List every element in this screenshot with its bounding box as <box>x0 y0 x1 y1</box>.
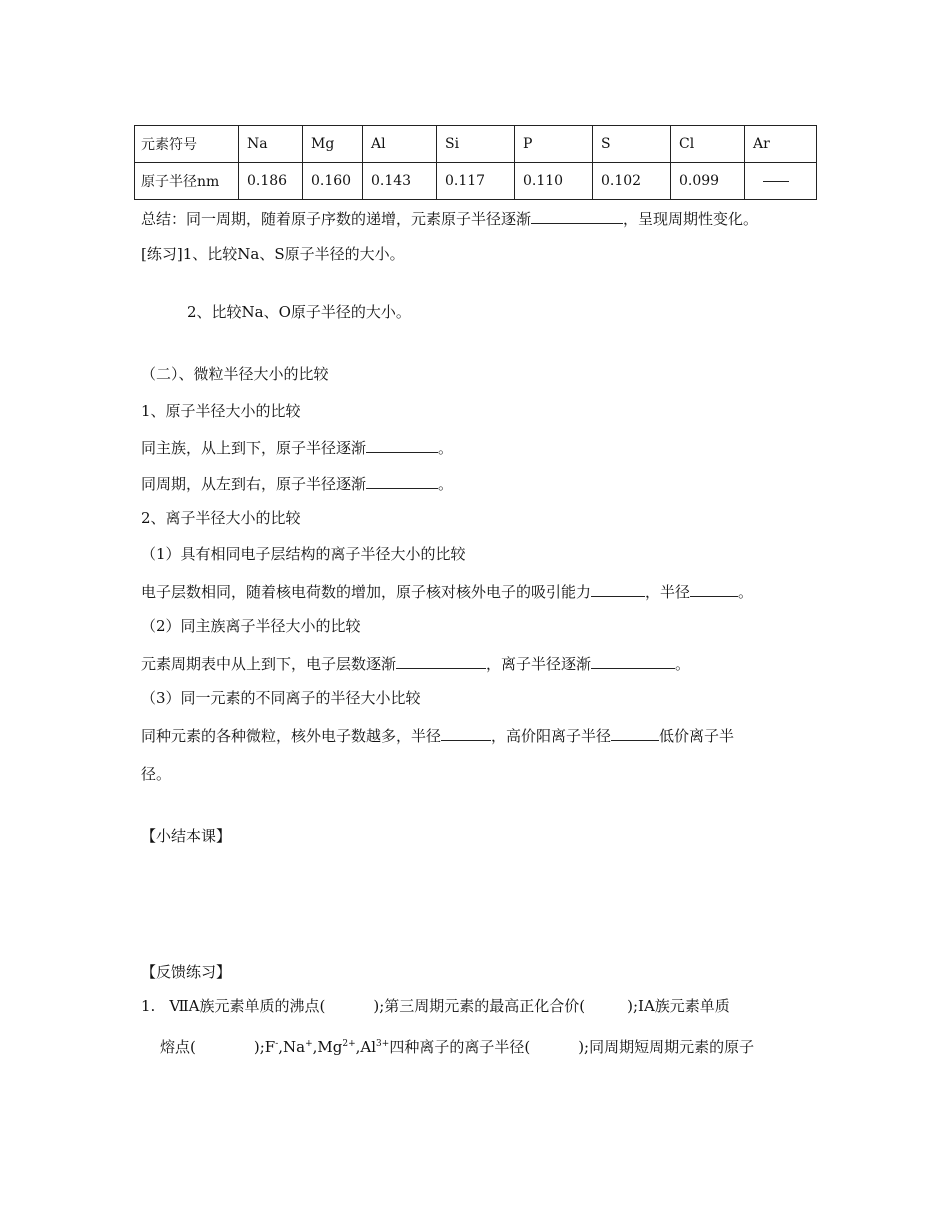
table-cell: P <box>515 126 593 163</box>
line-text: ，离子半径逐渐 <box>486 655 592 673</box>
fill-blank[interactable] <box>611 724 659 741</box>
table-cell: 0.099 <box>671 163 745 200</box>
dash-mark <box>763 181 789 182</box>
fill-blank[interactable] <box>690 580 738 597</box>
line-text: 电子层数相同，随着核电荷数的增加，原子核对核外电子的吸引能力 <box>141 583 592 601</box>
table-cell: Cl <box>671 126 745 163</box>
section-title: （二）、微粒半径大小的比较 <box>141 365 329 383</box>
question-text: ,Al <box>355 1038 377 1056</box>
atomic-radius-table <box>134 125 817 200</box>
line-text: 元素周期表中从上到下，电子层数逐渐 <box>141 655 397 673</box>
item3-text-line2: 径。 <box>141 765 172 783</box>
line-text: ，半径 <box>645 583 691 601</box>
charge-superscript: 3+ <box>376 1039 390 1049</box>
fill-blank[interactable] <box>591 652 675 669</box>
question-text: ⅦA族元素单质的沸点( <box>169 997 326 1015</box>
table-header-row <box>135 126 817 163</box>
subsection-title: 1、原子半径大小的比较 <box>141 402 301 420</box>
table-cell: Al <box>363 126 437 163</box>
table-cell: Na <box>239 126 303 163</box>
summary-line <box>141 207 758 229</box>
table-cell: 原子半径nm <box>135 163 239 200</box>
charge-superscript: 2+ <box>342 1039 356 1049</box>
summary-text: 总结：同一周期，随着原子序数的递增，元素原子半径逐渐 <box>141 210 532 228</box>
practice-1: [练习]1、比较Na、S原子半径的大小。 <box>141 245 405 263</box>
table-cell: 0.117 <box>437 163 515 200</box>
line-text: 低价离子半 <box>659 727 735 745</box>
table-cell: 0.102 <box>593 163 671 200</box>
charge-superscript: + <box>305 1039 313 1049</box>
item-title: （3）同一元素的不同离子的半径大小比较 <box>141 689 421 707</box>
line-text: 同周期，从左到右，原子半径逐渐 <box>141 475 367 493</box>
question-1-line2 <box>160 1037 754 1057</box>
item1-text-line <box>141 580 753 602</box>
fill-blank[interactable] <box>396 652 486 669</box>
question-text: );IA族元素单质 <box>627 997 730 1015</box>
fill-blank[interactable] <box>531 207 623 224</box>
item-title: （1）具有相同电子层结构的离子半径大小的比较 <box>141 545 466 563</box>
line-text: 同种元素的各种微粒，核外电子数越多，半径 <box>141 727 442 745</box>
subsection-title: 2、离子半径大小的比较 <box>141 509 301 527</box>
question-text: );F <box>253 1038 276 1056</box>
table-row <box>135 163 817 200</box>
line-text-end: 。 <box>738 583 754 601</box>
fill-blank[interactable] <box>366 436 438 453</box>
table-cell: 0.160 <box>303 163 363 200</box>
lesson-summary-heading: 【小结本课】 <box>141 827 232 845</box>
practice-2: 2、比较Na、O原子半径的大小。 <box>187 303 411 321</box>
fill-blank[interactable] <box>441 724 491 741</box>
table-cell: 元素符号 <box>135 126 239 163</box>
item2-text-line <box>141 652 690 674</box>
fill-blank[interactable] <box>591 580 645 597</box>
question-number: 1. <box>141 997 156 1015</box>
table-cell: 0.110 <box>515 163 593 200</box>
question-text: ,Mg <box>312 1038 343 1056</box>
line-text-end: 。 <box>438 439 454 457</box>
table-cell: S <box>593 126 671 163</box>
line-text-end: 。 <box>438 475 454 493</box>
item-title: （2）同主族离子半径大小的比较 <box>141 617 361 635</box>
table-cell: Si <box>437 126 515 163</box>
table-cell: 0.186 <box>239 163 303 200</box>
same-group-line <box>141 436 453 458</box>
question-text: 熔点( <box>160 1038 196 1056</box>
question-1-line1 <box>141 996 730 1016</box>
question-text: ,Na <box>278 1038 306 1056</box>
question-text: );同周期短周期元素的原子 <box>578 1038 755 1056</box>
charge-superscript: - <box>275 1039 279 1049</box>
table-cell: Ar <box>745 126 817 163</box>
item3-text-line <box>141 724 734 746</box>
fill-blank[interactable] <box>366 472 438 489</box>
line-text: 同主族，从上到下，原子半径逐渐 <box>141 439 367 457</box>
table-cell-dash <box>745 163 817 200</box>
summary-text-end: ，呈现周期性变化。 <box>623 210 759 228</box>
question-text: 四种离子的离子半径( <box>389 1038 531 1056</box>
same-period-line <box>141 472 453 494</box>
question-text: );第三周期元素的最高正化合价( <box>373 997 586 1015</box>
table-cell: 0.143 <box>363 163 437 200</box>
line-text-end: 。 <box>675 655 691 673</box>
feedback-heading: 【反馈练习】 <box>141 963 232 981</box>
line-text: ，高价阳离子半径 <box>491 727 612 745</box>
table-cell: Mg <box>303 126 363 163</box>
